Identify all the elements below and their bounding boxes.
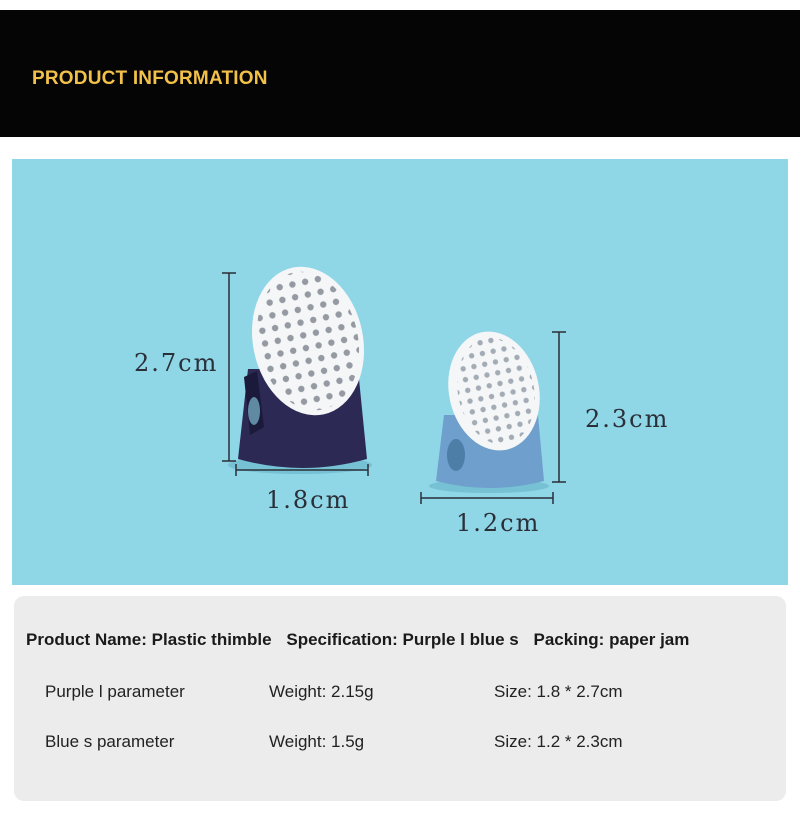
param-weight: Weight: 1.5g <box>269 732 365 751</box>
thimble-illustration <box>12 159 788 585</box>
packing: Packing: paper jam <box>533 630 690 649</box>
product-name: Product Name: Plastic thimble <box>26 630 272 649</box>
large-thimble <box>228 256 377 474</box>
param-size: Size: 1.2 * 2.3cm <box>494 732 623 751</box>
small-height-label: 2.3cm <box>585 405 670 433</box>
info-panel <box>14 596 786 801</box>
param-weight: Weight: 2.15g <box>269 682 374 701</box>
info-header <box>26 630 699 650</box>
product-photo <box>12 159 788 585</box>
header-title: PRODUCT INFORMATION <box>32 68 268 89</box>
header-banner <box>0 10 800 137</box>
small-thimble <box>429 323 550 493</box>
param-label: Blue s parameter <box>45 732 175 751</box>
param-label: Purple l parameter <box>45 682 185 701</box>
large-height-label: 2.7cm <box>134 349 219 377</box>
small-width-label: 1.2cm <box>456 509 541 537</box>
specification: Specification: Purple l blue s <box>286 630 519 649</box>
param-size: Size: 1.8 * 2.7cm <box>494 682 623 701</box>
large-width-label: 1.8cm <box>266 486 351 514</box>
